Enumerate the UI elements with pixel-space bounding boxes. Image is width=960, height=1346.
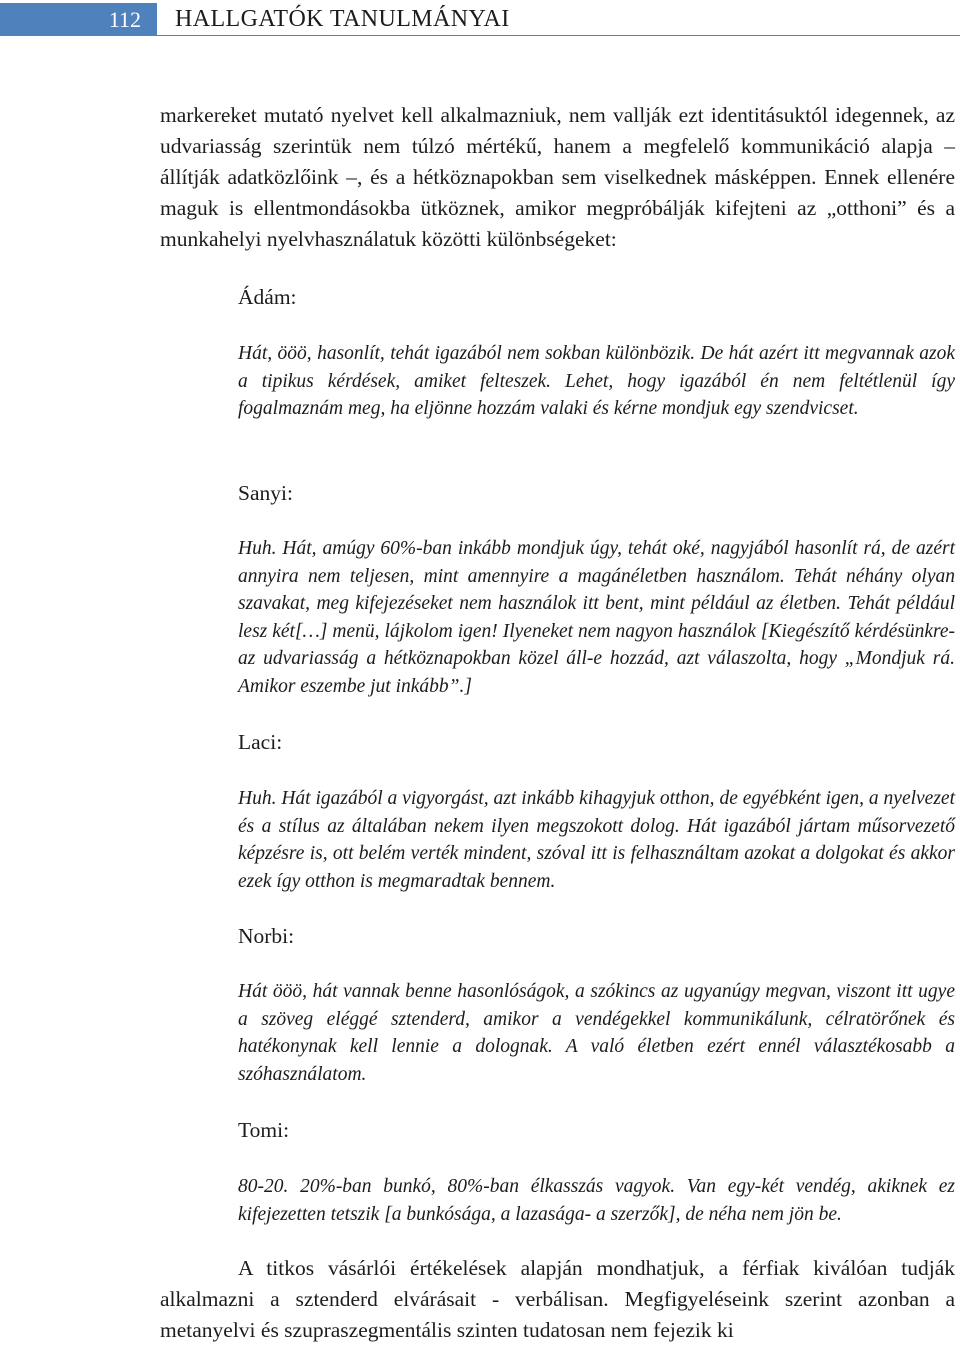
page-number: 112 [0, 3, 157, 36]
intro-paragraph: markereket mutató nyelvet kell alkalmazniuk, nem vallják ezt identitásuktól idegennek, az udvariasság szerintük nem túlzó mértékű, hanem a megfelelő kommunikáció alapja – állítják adatközlőink –, és a hétköznapokban sem viselkednek másképpen. Ennek ellenére maguk is ellentmondásokba ütköznek, amikor megpróbálják kifejteni az „otthoni” és a munkahelyi nyelvhasználatuk közötti különbségeket: [160, 103, 955, 251]
interview-quote-sanyi: Huh. Hát, amúgy 60%-ban inkább mondjuk úgy, tehát oké, nagyjából hasonlít rá, de azért annyira nem teljesen, mint amennyire a magánéletben használom. Tehát néhány olyan szavakat, meg kifejezéseket nem használok itt bent, mint például az életben. Tehát például lesz két[…] menü, lájkolom igen! Ilyeneket nem nagyon használok [Kiegészítő kérdésünkre-az udvariasság a hétköznapokban közel áll-e hozzád, azt válaszolta, hogy „Mondjuk rá. Amikor eszembe jut inkább”.] [238, 538, 955, 697]
speaker-label-norbi: Norbi: [238, 924, 295, 948]
header-rule [157, 35, 960, 36]
closing-paragraph: A titkos vásárlói értékelések alapján mondhatjuk, a férfiak kiválóan tudják alkalmazni a sztenderd elvárásait - verbálisan. Megfigyeléseink szerint azonban a metanyelvi és szupraszegmentális szinten tudatosan nem fejezik ki [160, 1256, 955, 1342]
running-title: HALLGATÓK TANULMÁNYAI [175, 6, 510, 32]
speaker-label-sanyi: Sanyi: [238, 481, 293, 505]
interview-quote-laci: Huh. Hát igazából a vigyorgást, azt inkább kihagyjuk otthon, de egyébként igen, a nyelvezet és a stílus az általában nekem ilyen megszokott dolog. Hát igazából jártam műsorvezető képzésre is, ott belém verték mindent, szóval itt is felhasználtam azokat a dolgokat és akkor ezek így otthon is megmaradtak bennem. [238, 788, 955, 892]
interview-quote-tomi: 80-20. 20%-ban bunkó, 80%-ban élkasszás vagyok. Van egy-két vendég, akiknek ez kifejezetten tetszik [a bunkósága, a lazasága- a szerzők], de néha nem jön be. [238, 1176, 955, 1225]
speaker-label-laci: Laci: [238, 730, 283, 754]
speaker-label-adam: Ádám: [238, 285, 297, 309]
interview-quote-norbi: Hát ööö, hát vannak benne hasonlóságok, a szókincs az ugyanúgy megvan, viszont itt ugye a szöveg eléggé sztenderd, amikor a vendégekkel kommunikálunk, célratörőnek és hatékonynak kell lennie a dolognak. A való életben ezért ennél választékosabb a szóhasználatom. [238, 981, 955, 1085]
page-header [0, 0, 960, 38]
speaker-label-tomi: Tomi: [238, 1118, 290, 1142]
interview-quote-adam: Hát, ööö, hasonlít, tehát igazából nem sokban különbözik. De hát azért itt megvannak azok a tipikus kérdések, amiket felteszek. Lehet, hogy igazából én nem feltétlenül így fogalmaznám meg, ha eljönne hozzám valaki és kérne mondjuk egy szendvicset. [238, 343, 955, 419]
